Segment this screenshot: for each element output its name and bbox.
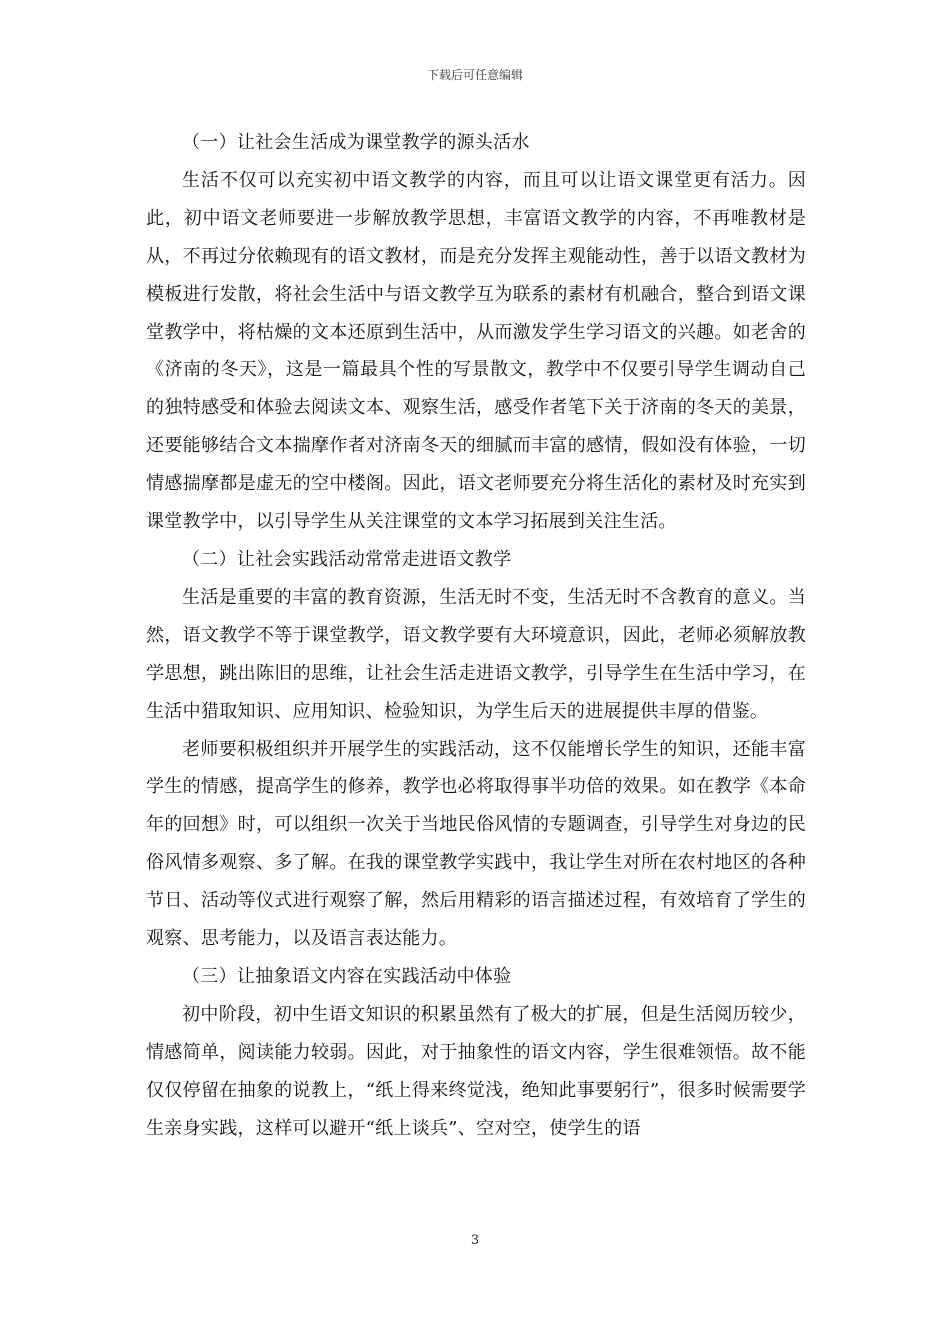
document-body xyxy=(146,124,806,1147)
paragraph-4: 初中阶段，初中生语文知识的积累虽然有了极大的扩展，但是生活阅历较少，情感简单，阅读能力较弱。因此，对于抽象性的语文内容，学生很难领悟。故不能仅仅停留在抽象的说教上，“纸上得来终觉浅，绝知此事要躬行”，很多时候需要学生亲身实践，这样可以避开“纸上谈兵”、空对空，使学生的语 xyxy=(146,1003,806,1139)
paragraph-3: 老师要积极组织并开展学生的实践活动，这不仅能增长学生的知识，还能丰富学生的情感，提高学生的修养，教学也必将取得事半功倍的效果。如在教学《本命年的回想》时，可以组织一次关于当地民俗风情的专题调查，引导学生对身边的民俗风情多观察、多了解。在我的课堂教学实践中，我让学生对所在农村地区的各种节日、活动等仪式进行观察了解，然后用精彩的语言描述过程，有效培育了学生的观察、思考能力，以及语言表达能力。 xyxy=(146,738,806,950)
section-heading-3: （三）让抽象语文内容在实践活动中体验 xyxy=(182,965,512,987)
page-number: 3 xyxy=(470,1233,480,1248)
page-header: 下载后可任意编辑 xyxy=(426,68,523,82)
section-heading-2: （二）让社会实践活动常常走进语文教学 xyxy=(182,548,512,570)
section-heading-1: （一）让社会生活成为课堂教学的源头活水 xyxy=(182,132,530,153)
paragraph-2: 生活是重要的丰富的教育资源，生活无时不变，生活无时不含教育的意义。当然，语文教学不等于课堂教学，语文教学要有大环境意识，因此，老师必须解放教学思想，跳出陈旧的思维，让社会生活走进语文教学，引导学生在生活中学习，在生活中猎取知识、应用知识、检验知识，为学生后天的进展提供丰厚的借鉴。 xyxy=(146,586,806,722)
paragraph-1: 生活不仅可以充实初中语文教学的内容，而且可以让语文课堂更有活力。因此，初中语文老师要进一步解放教学思想，丰富语文教学的内容，不再唯教材是从，不再过分依赖现有的语文教材，而是充分发挥主观能动性，善于以语文教材为模板进行发散，将社会生活中与语文教学互为联系的素材有机融合，整合到语文课堂教学中，将枯燥的文本还原到生活中，从而激发学生学习语文的兴趣。如老舍的《济南的冬天》，这是一篇最具个性的写景散文，教学中不仅要引导学生调动自己的独特感受和体验去阅读文本、观察生活，感受作者笔下关于济南的冬天的美景，还要能够结合文本揣摩作者对济南冬天的细腻而丰富的感情，假如没有体验，一切情感揣摩都是虚无的空中楼阁。因此，语文老师要充分将生活化的素材及时充实到课堂教学中，以引导学生从关注课堂的文本学习拓展到关注生活。 xyxy=(146,169,806,533)
